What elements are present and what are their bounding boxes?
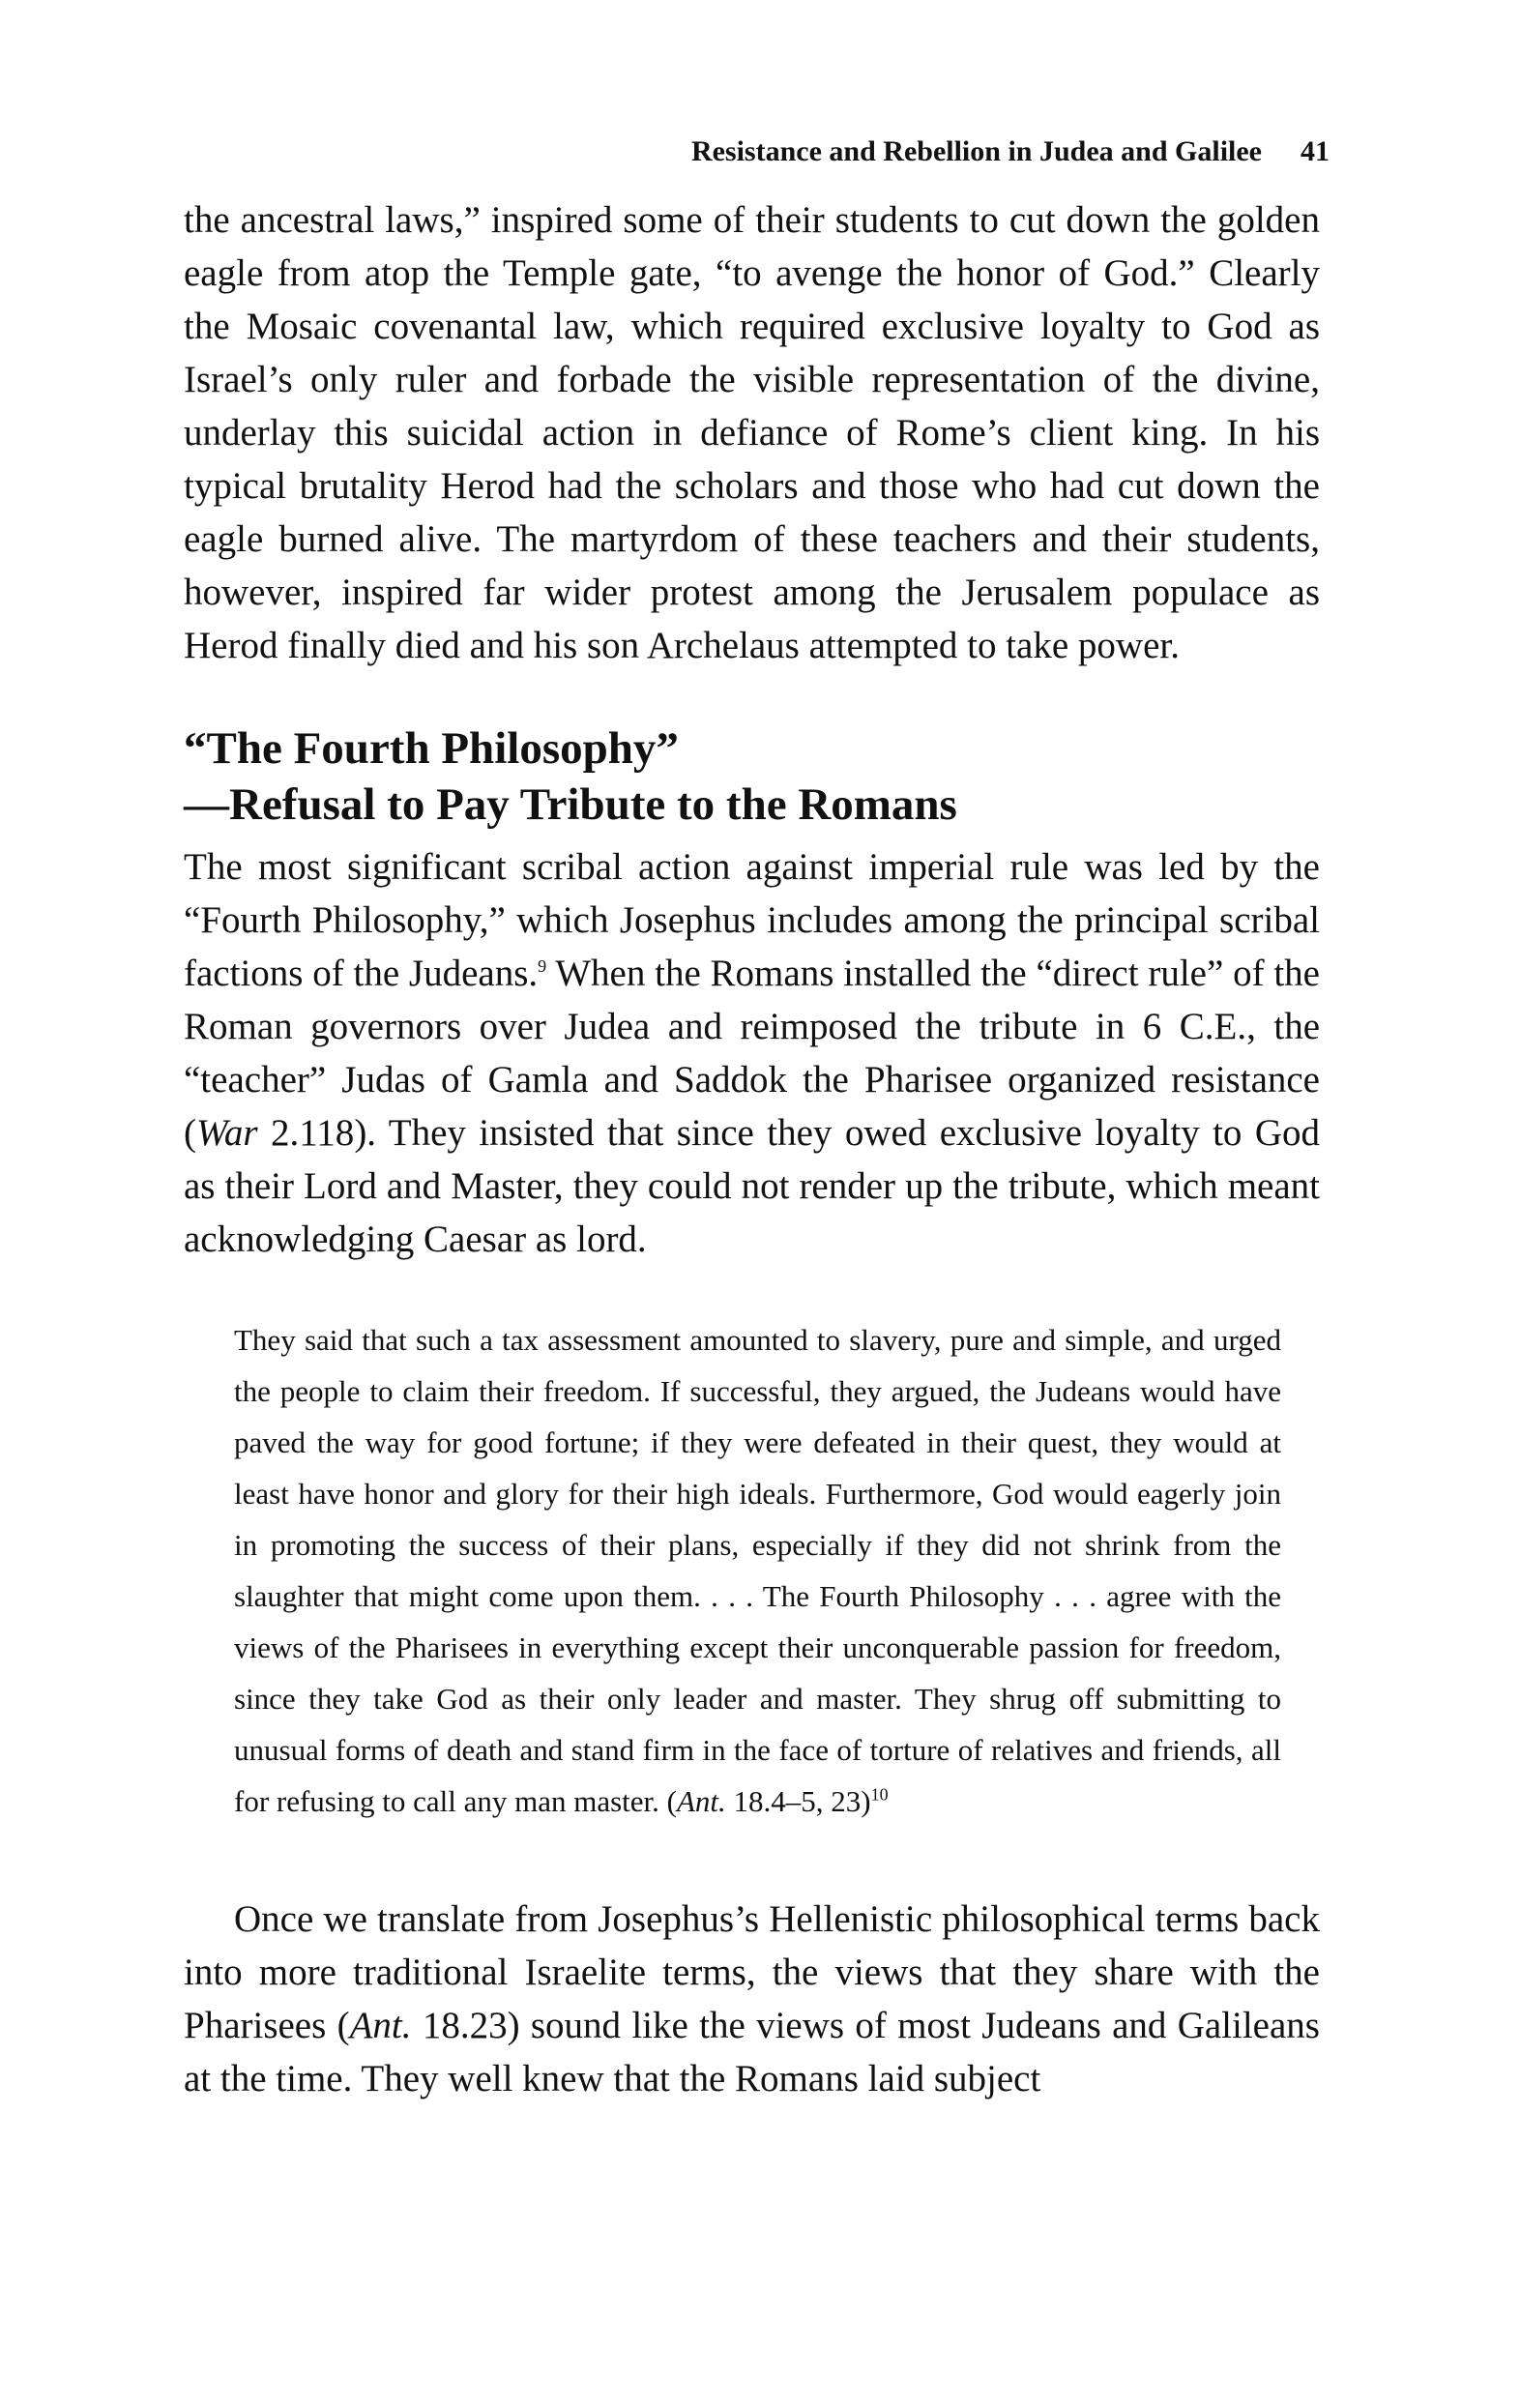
paragraph-3 <box>184 1893 1320 2105</box>
paragraph-1: the ancestral laws,” inspired some of their students to cut down the golden eagle from atop the Temple gate, “to avenge the honor of God.” Clearly the Mosaic covenantal law, which required exclusive loyalty to God as Israel’s only ruler and forbade the visible representation of the divine, underlay this suicidal action in defiance of Rome’s client king. In his typical brutality Herod had the scholars and those who had cut down the eagle burned alive. The martyrdom of these teachers and their students, however, inspired far wider protest among the Jerusalem populace as Herod finally died and his son Archelaus attempted to take power. <box>184 199 1320 666</box>
paragraph-2-part-a: The most significant scribal action against imperial rule was led by the “Fourth Philosophy,” which Josephus includes among the principal scribal factions of the Judeans. <box>184 846 1320 994</box>
war-citation-number: 2.118 <box>257 1112 355 1154</box>
paragraph-3-part-b: 18.23) sound like the views of most Judeans and Galileans at the time. They well knew that the Romans laid subject <box>184 2005 1320 2100</box>
ant-citation-inline: Ant. <box>349 2005 412 2046</box>
running-header <box>184 116 1330 193</box>
book-page <box>184 116 1330 2105</box>
running-title: Resistance and Rebellion in Judea and Galilee <box>690 135 1262 167</box>
block-quote-cite-rest: 18.4–5, 23) <box>725 1784 871 1818</box>
footnote-ref-10: 10 <box>870 1784 889 1805</box>
section-heading-line-2: —Refusal to Pay Tribute to the Romans <box>184 779 957 830</box>
page-number: 41 <box>1301 135 1330 167</box>
section-heading <box>184 720 1320 833</box>
paragraph-2-part-d: ). They insisted that since they owed exclusive loyalty to God as their Lord and Master, they could not render up the tribute, which meant acknowledging Caesar as lord. <box>184 1112 1320 1260</box>
section-heading-line-1: “The Fourth Philosophy” <box>184 723 679 774</box>
paragraph-2-part-b: When the Romans installed the “direct rule” of the Roman governors over Judea and reimposed the tribute in 6 <box>184 953 1320 1047</box>
paragraph-2 <box>184 840 1320 1266</box>
paragraph-3-part-a: Once we translate from Josephus’s Hellenistic philosophical terms back into more traditional Israelite terms, the views that they share with the Pharisees ( <box>184 1898 1320 2046</box>
block-quote-text: They said that such a tax assessment amounted to slavery, pure and simple, and urged the people to claim their freedom. If successful, they argued, the Judeans would have paved the way for good fortune; if they were defeated in their quest, they would at least have honor and glory for their high ideals. Furthermore, God would eagerly join in promoting the success of their plans, especially if they did not shrink from the slaughter that might come upon them. . . . The Fourth Philosophy . . . agree with the views of the Pharisees in everything except their unconquerable passion for freedom, since they take God as their only leader and master. They shrug off submitting to unusual forms of death and stand firm in the face of torture of relatives and friends, all for refusing to call any man master. <box>234 1323 1281 1818</box>
footnote-ref-9: 9 <box>538 956 547 976</box>
block-quote <box>234 1314 1281 1827</box>
block-quote-cite-open: ( <box>666 1784 677 1818</box>
era-abbreviation: C.E. <box>1179 1006 1247 1047</box>
war-citation: War <box>196 1112 258 1154</box>
paragraph-2-part-c: , the “teacher” Judas of Gamla and Saddok the Pharisee organized resistance ( <box>184 1006 1321 1154</box>
ant-citation: Ant. <box>676 1784 726 1818</box>
